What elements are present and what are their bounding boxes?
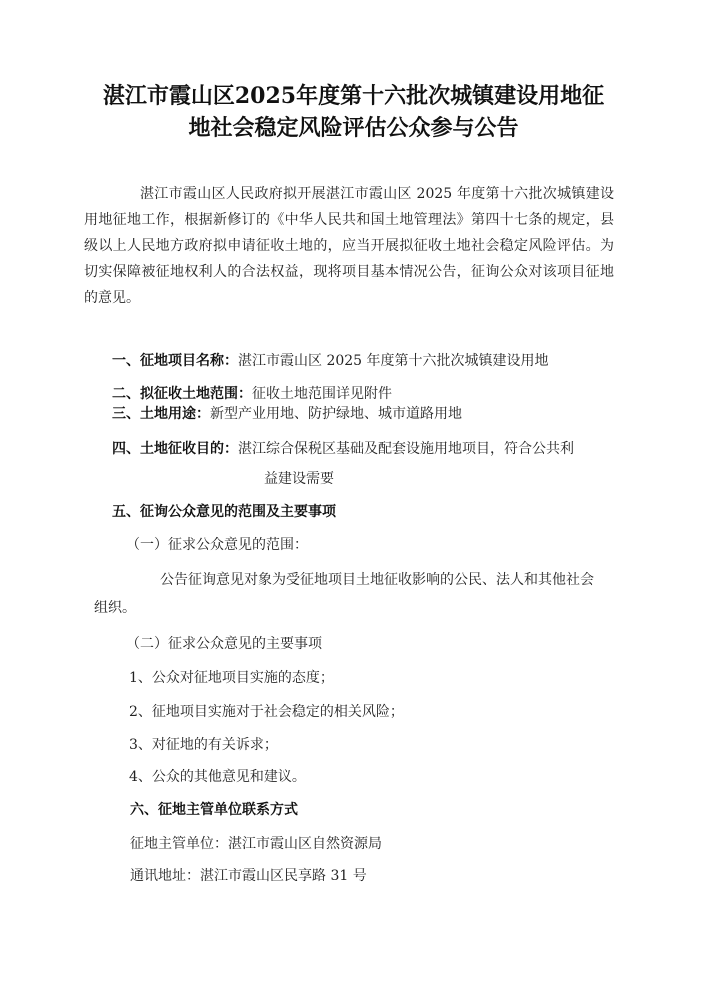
item-label: 三、土地用途： [112, 406, 210, 422]
section5-sub1-text: 公告征询意见对象为受征地项目土地征收影响的公民、法人和其他社会 [160, 572, 594, 588]
item-usage [112, 404, 462, 424]
item-label: 四、土地征收目的： [112, 441, 238, 457]
title-line-2: 地社会稳定风险评估公众参与公告 [188, 115, 519, 141]
section5-sub1-text-cont: 组织。 [94, 600, 136, 616]
item-value: 湛江市霞山区 2025 年度第十六批次城镇建设用地 [238, 353, 549, 369]
intro-paragraph [84, 181, 614, 311]
item-scope [112, 384, 392, 404]
section6-heading: 六、征地主管单位联系方式 [130, 802, 298, 818]
section5-heading: 五、征询公众意见的范围及主要事项 [112, 504, 336, 520]
item-purpose-cont: 益建设需要 [264, 471, 334, 487]
contact-unit: 征地主管单位：湛江市霞山区自然资源局 [130, 836, 382, 852]
list-item: 4、公众的其他意见和建议。 [129, 769, 306, 785]
item-label: 一、征地项目名称： [112, 353, 238, 369]
document-title [60, 80, 647, 144]
list-item: 3、对征地的有关诉求； [129, 737, 278, 753]
item-value: 湛江综合保税区基础及配套设施用地项目，符合公共利 [238, 441, 574, 457]
section5-sub1: （一）征求公众意见的范围： [126, 537, 308, 553]
intro-text: 湛江市霞山区人民政府拟开展湛江市霞山区 2025 年度第十六批次城镇建设用地征地工作，根据新修订的《中华人民共和国土地管理法》第四十七条的规定，县级以上人民地方政府拟申请征收土地的，应当开展拟征收土地社会稳定风险评估。为切实保障被征地权利人的合法权益，现将项目基本情况公告，征询公众对该项目征地的意见。 [84, 186, 614, 306]
item-label: 二、拟征收土地范围： [112, 386, 252, 402]
contact-address: 通讯地址：湛江市霞山区民享路 31 号 [130, 868, 367, 884]
section5-sub2: （二）征求公众意见的主要事项 [126, 636, 322, 652]
item-value: 征收土地范围详见附件 [252, 386, 392, 402]
item-value: 新型产业用地、防护绿地、城市道路用地 [210, 406, 462, 422]
item-project-name [112, 351, 549, 371]
title-line-1: 湛江市霞山区2025年度第十六批次城镇建设用地征 [102, 83, 605, 109]
list-item: 1、公众对征地项目实施的态度； [129, 670, 334, 686]
item-purpose [112, 439, 574, 459]
list-item: 2、征地项目实施对于社会稳定的相关风险； [129, 704, 404, 720]
